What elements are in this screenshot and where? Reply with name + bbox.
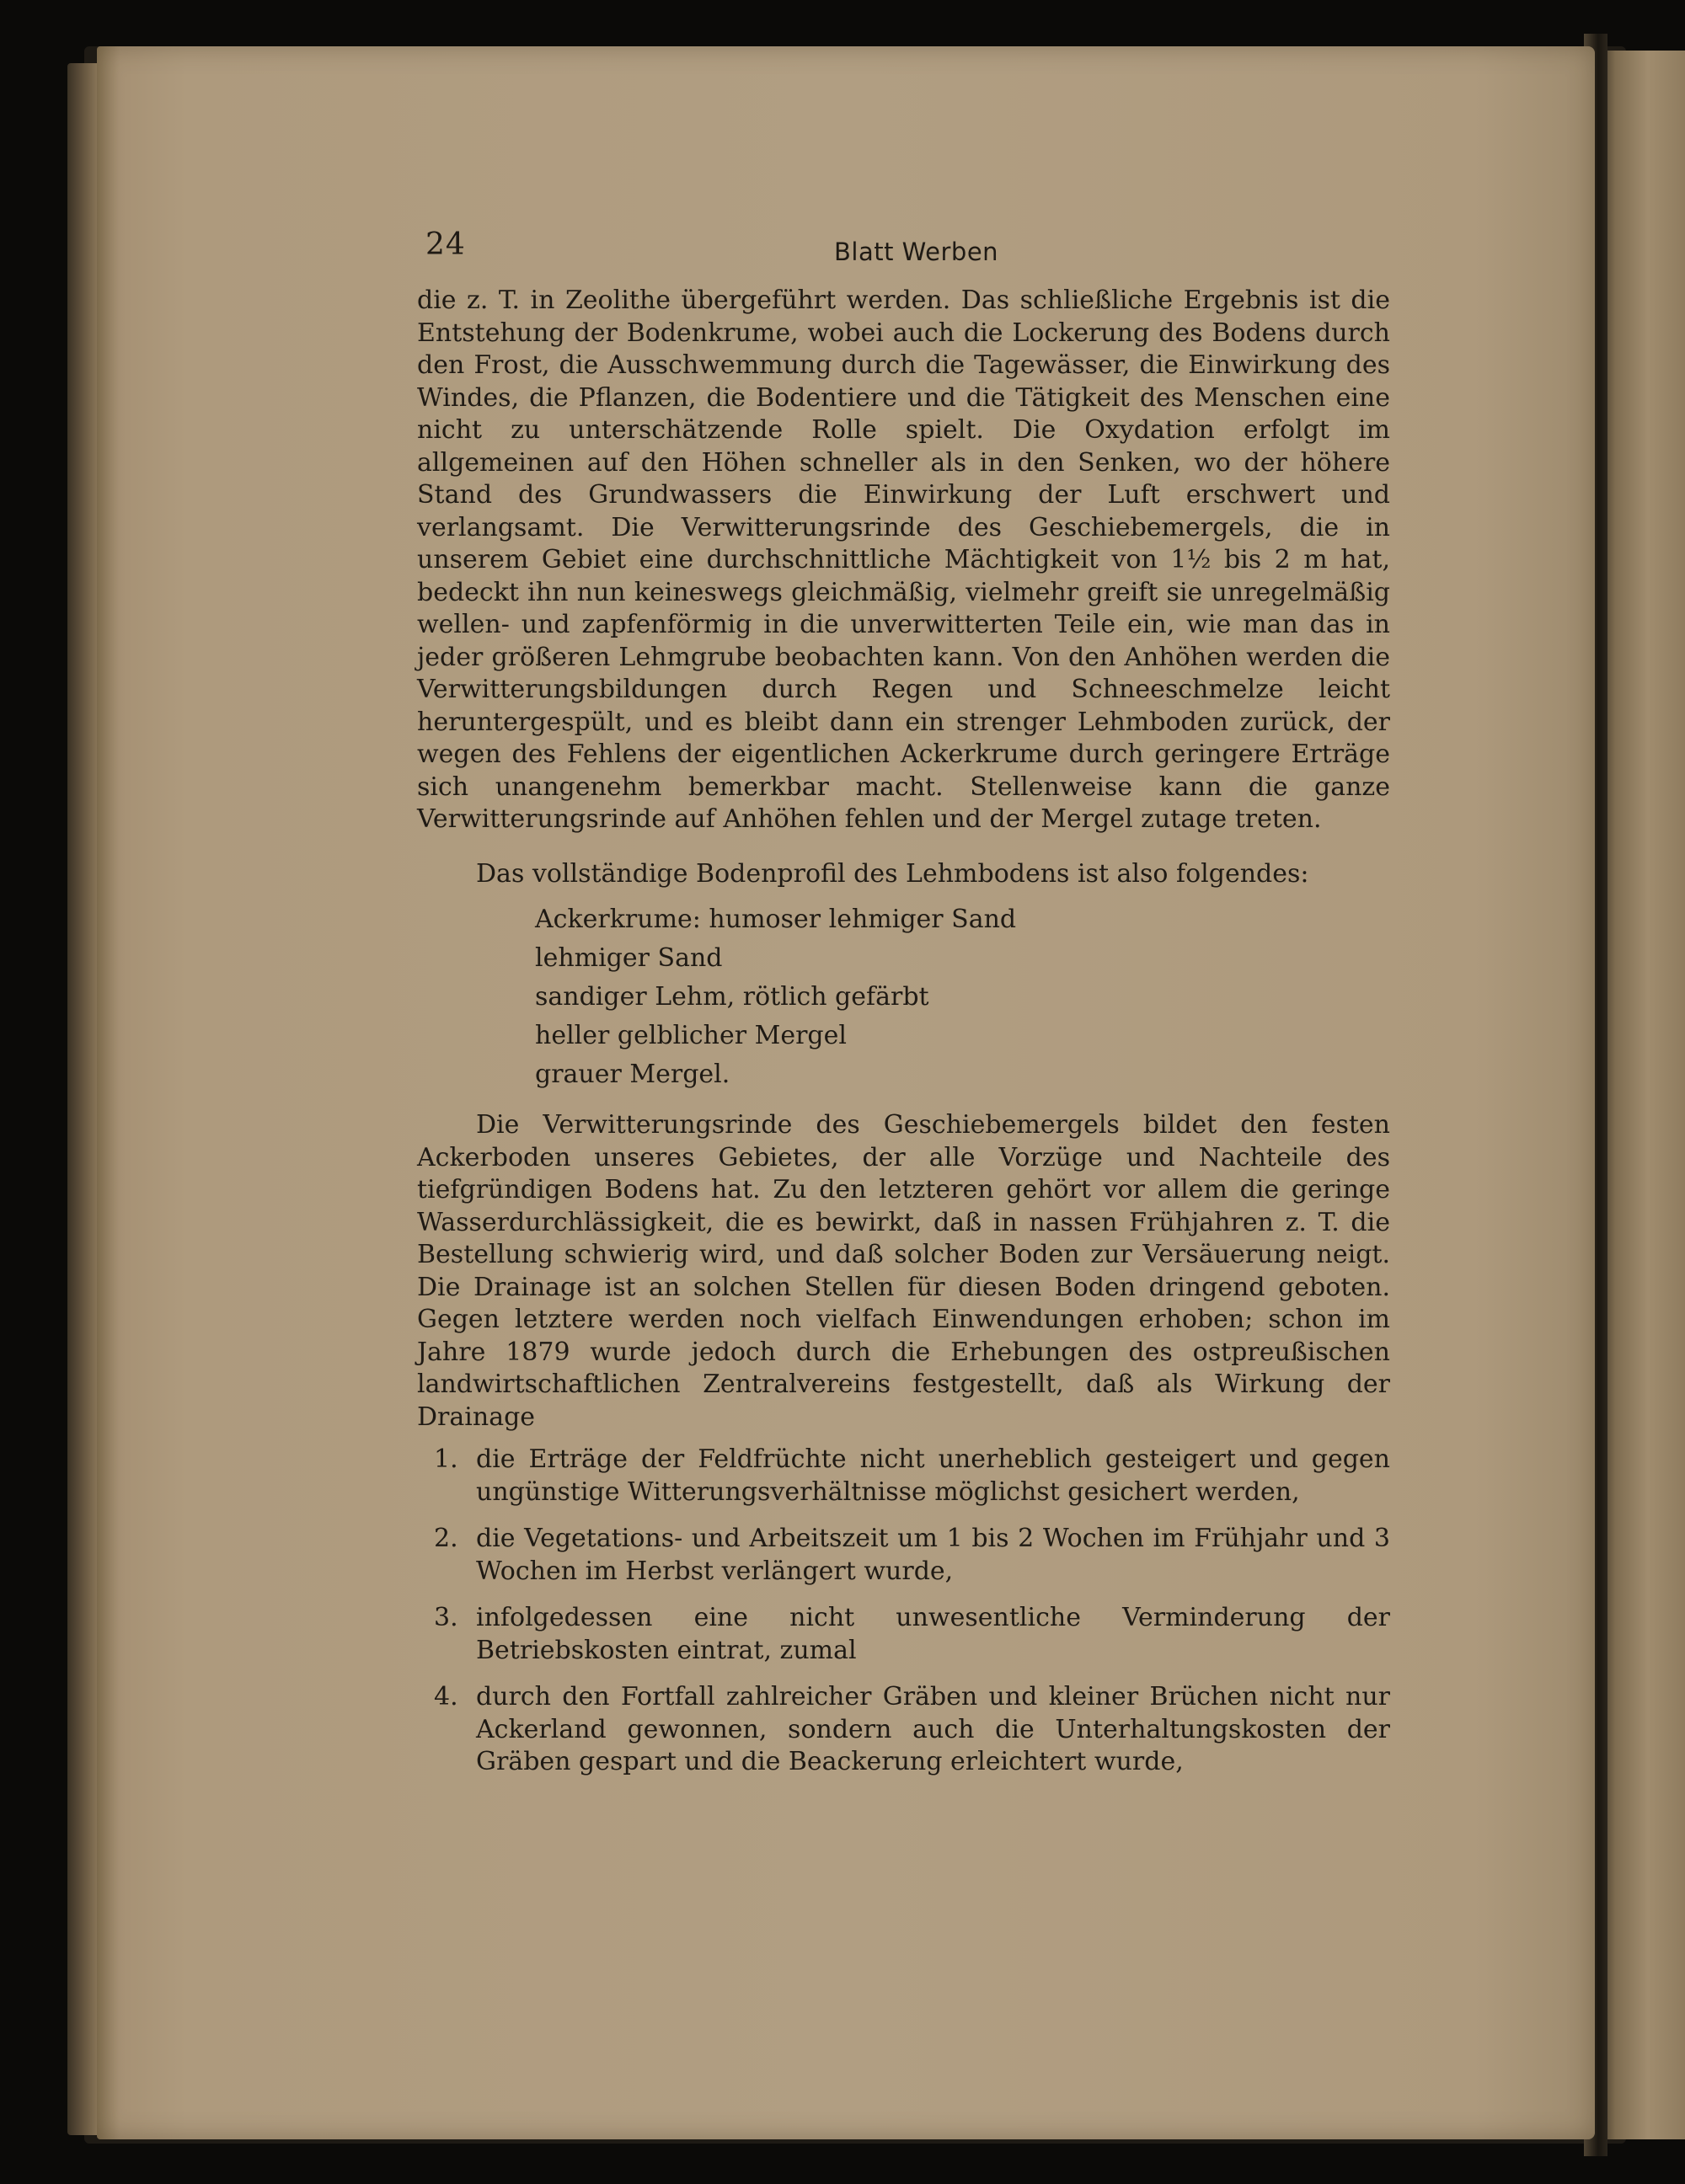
paragraph-drainage: Die Verwitterungsrinde des Geschiebemergels bildet den festen Ackerboden unseres Gebietes, der alle Vorzüge und Nachteile des tiefgründigen Bodens hat. Zu den letzteren gehört vor allem die geringe Wasserdurchlässigkeit, die es bewirkt, daß in nassen Frühjahren z. T. die Bestellung schwierig wird, und daß solcher Boden zur Versäuerung neigt. Die Drainage ist an solchen Stellen für diesen Boden dringend geboten. Gegen letztere werden noch vielfach Einwendungen erhoben; schon im Jahre 1879 wurde jedoch durch die Erhebungen des ostpreußischen landwirtschaftlichen Zentralvereins festgestellt, daß als Wirkung der Drainage <box>417 1110 1390 1432</box>
profile-layer: heller gelblicher Mergel <box>535 1021 847 1050</box>
profile-layer: lehmiger Sand <box>535 943 723 973</box>
list-item-text: infolgedessen eine nicht unwesentliche Verminderung der Betriebskosten eintrat, zumal <box>476 1603 1390 1665</box>
running-head <box>417 226 1390 276</box>
list-item <box>417 1681 1390 1779</box>
drainage-effects-list <box>417 1444 1390 1779</box>
profile-layer: grauer Mergel. <box>535 1060 730 1089</box>
list-marker: 2. <box>434 1524 458 1553</box>
list-item <box>417 1602 1390 1667</box>
list-marker: 1. <box>434 1444 458 1474</box>
list-item-text: durch den Fortfall zahlreicher Gräben und kleiner Brüchen nicht nur Ackerland gewonnen, sondern auch die Unterhaltungskosten der Gräben gespart und die Beackerung erleichtert wurde, <box>476 1682 1390 1776</box>
page-edge-left <box>67 63 99 2135</box>
page-number: 24 <box>425 227 466 262</box>
profile-layer: Ackerkrume: humoser lehmiger Sand <box>535 905 1017 934</box>
list-item <box>417 1523 1390 1588</box>
list-item-text: die Erträge der Feldfrüchte nicht unerheblich gesteigert und gegen ungünstige Witterungsverhältnisse möglichst gesichert werden, <box>476 1444 1390 1507</box>
page-content <box>417 226 1390 1793</box>
soil-profile-list <box>417 900 1390 1094</box>
list-item-text: die Vegetations- und Arbeitszeit um 1 bis 2 Wochen im Frühjahr und 3 Wochen im Herbst verlängert wurde, <box>476 1524 1390 1586</box>
paragraph-weathering: die z. T. in Zeolithe übergeführt werden. Das schließliche Ergebnis ist die Entstehung der Bodenkrume, wobei auch die Lockerung des Bodens durch den Frost, die Ausschwemmung durch die Tagewässer, die Einwirkung des Windes, die Pflanzen, die Bodentiere und die Tätigkeit des Menschen eine nicht zu unterschätzende Rolle spielt. Die Oxydation erfolgt im allgemeinen auf den Höhen schneller als in den Senken, wo der höhere Stand des Grundwassers die Einwirkung der Luft erschwert und verlangsamt. Die Verwitterungsrinde des Geschiebemergels, die in unserem Gebiet eine durchschnittliche Mächtigkeit von 1½ bis 2 m hat, bedeckt ihn nun keineswegs gleichmäßig, vielmehr greift sie unregelmäßig wellen- und zapfenförmig in die unverwitterten Teile ein, wie man das in jeder größeren Lehmgrube beobachten kann. Von den Anhöhen werden die Verwitterungsbildungen durch Regen und Schneeschmelze leicht heruntergespült, und es bleibt dann ein strenger Lehmboden zurück, der wegen des Fehlens der eigentlichen Ackerkrume durch geringere Erträge sich unangenehm bemerkbar macht. Stellenweise kann die ganze Verwitterungsrinde auf Anhöhen fehlen und der Mergel zutage treten. <box>417 286 1390 834</box>
running-title: Blatt Werben <box>834 238 999 266</box>
list-marker: 3. <box>434 1603 458 1632</box>
profile-intro: Das vollständige Bodenprofil des Lehmbodens ist also folgendes: <box>476 858 1309 889</box>
list-marker: 4. <box>434 1682 458 1711</box>
list-item <box>417 1444 1390 1509</box>
profile-layer: sandiger Lehm, rötlich gefärbt <box>535 982 929 1012</box>
